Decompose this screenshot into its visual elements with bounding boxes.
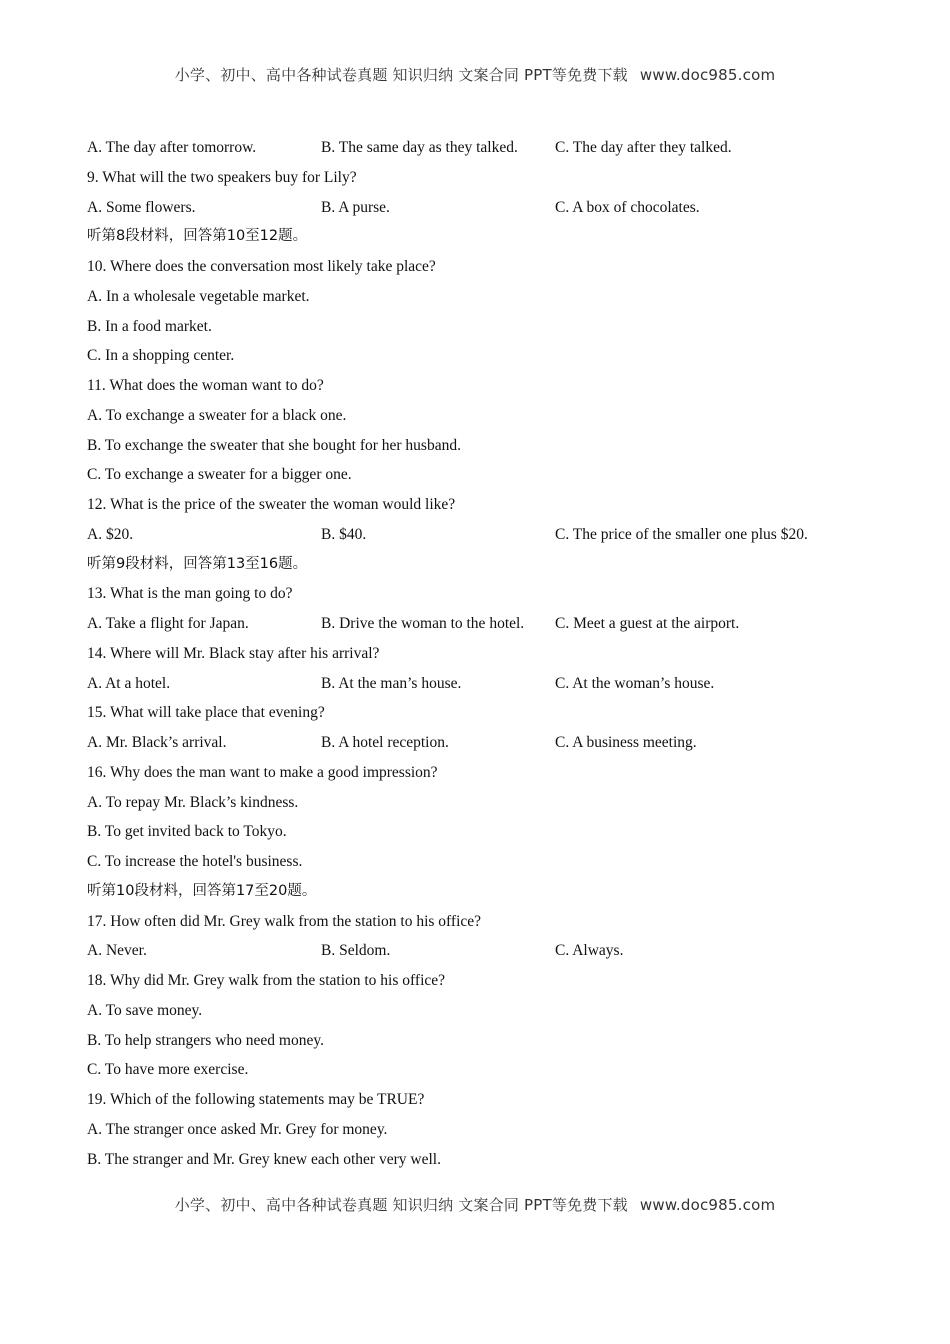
option-row	[87, 669, 877, 699]
text-line: B. To help strangers who need money.	[87, 1031, 324, 1049]
text-line: C. In a shopping center.	[87, 347, 235, 365]
text-line: A. In a wholesale vegetable market.	[87, 287, 310, 305]
answer-option: B. At the man’s house.	[321, 674, 462, 692]
option-row	[87, 193, 877, 223]
option-row	[87, 133, 877, 163]
answer-option: C. Always.	[555, 942, 624, 960]
footer-text: 小学、初中、高中各种试卷真题 知识归纳 文案合同 PPT等免费下载	[174, 1196, 628, 1214]
text-line: 19. Which of the following statements may be TRUE?	[87, 1091, 425, 1108]
option-row	[87, 728, 877, 758]
answer-option: A. Some flowers.	[87, 198, 196, 216]
text-line: B. To exchange the sweater that she bought for her husband.	[87, 436, 461, 454]
header-url: www.doc985.com	[639, 66, 776, 84]
answer-option: A. Mr. Black’s arrival.	[87, 734, 227, 751]
answer-option: A. $20.	[87, 525, 134, 543]
text-line: 15. What will take place that evening?	[87, 704, 325, 722]
answer-option: A. Take a flight for Japan.	[87, 615, 249, 632]
answer-option: C. The day after they talked.	[555, 139, 732, 156]
text-line: A. To repay Mr. Black’s kindness.	[87, 793, 299, 811]
text-line: A. To exchange a sweater for a black one.	[87, 406, 347, 424]
text-line: C. To increase the hotel's business.	[87, 853, 303, 870]
text-line: 10. Where does the conversation most likely take place?	[87, 258, 436, 275]
footer-url: www.doc985.com	[639, 1196, 776, 1214]
answer-option: C. A business meeting.	[555, 734, 697, 751]
answer-option: A. Never.	[87, 942, 147, 960]
option-row	[87, 936, 877, 966]
text-line: A. The stranger once asked Mr. Grey for money.	[87, 1120, 388, 1138]
text-line: C. To have more exercise.	[87, 1061, 249, 1079]
text-line: 16. Why does the man want to make a good impression?	[87, 763, 438, 781]
section-heading: 听第10段材料，回答第17至20题。	[87, 882, 317, 899]
text-line: 17. How often did Mr. Grey walk from the station to his office?	[87, 912, 482, 930]
text-line: B. The stranger and Mr. Grey knew each other very well.	[87, 1150, 441, 1168]
text-line: 12. What is the price of the sweater the woman would like?	[87, 496, 456, 513]
section-heading: 听第9段材料，回答第13至16题。	[87, 555, 308, 572]
text-line: 14. Where will Mr. Black stay after his arrival?	[87, 644, 380, 662]
answer-option: C. At the woman’s house.	[555, 674, 715, 692]
text-line: 18. Why did Mr. Grey walk from the station to his office?	[87, 972, 446, 989]
text-line: A. To save money.	[87, 1001, 203, 1019]
answer-option: B. A purse.	[321, 198, 390, 216]
answer-option: B. $40.	[321, 525, 367, 543]
text-line: B. To get invited back to Tokyo.	[87, 823, 287, 841]
exam-content	[87, 133, 877, 1174]
option-row	[87, 520, 877, 550]
answer-option: B. A hotel reception.	[321, 734, 449, 751]
answer-option: A. The day after tomorrow.	[87, 139, 257, 156]
answer-option: B. Drive the woman to the hotel.	[321, 615, 525, 632]
answer-option: A. At a hotel.	[87, 674, 171, 692]
text-line: 11. What does the woman want to do?	[87, 377, 324, 394]
answer-option: B. Seldom.	[321, 942, 391, 960]
text-line: 9. What will the two speakers buy for Lily?	[87, 168, 357, 186]
text-line: 13. What is the man going to do?	[87, 585, 293, 603]
answer-option: B. The same day as they talked.	[321, 139, 518, 156]
page-header	[0, 64, 950, 85]
answer-option: C. A box of chocolates.	[555, 198, 700, 216]
text-line: B. In a food market.	[87, 317, 212, 335]
answer-option: C. The price of the smaller one plus $20.	[555, 525, 808, 543]
page-footer	[0, 1194, 950, 1215]
text-line: C. To exchange a sweater for a bigger one.	[87, 466, 352, 484]
section-heading: 听第8段材料，回答第10至12题。	[87, 228, 308, 245]
header-text: 小学、初中、高中各种试卷真题 知识归纳 文案合同 PPT等免费下载	[174, 66, 628, 84]
option-row	[87, 609, 877, 639]
answer-option: C. Meet a guest at the airport.	[555, 615, 740, 632]
